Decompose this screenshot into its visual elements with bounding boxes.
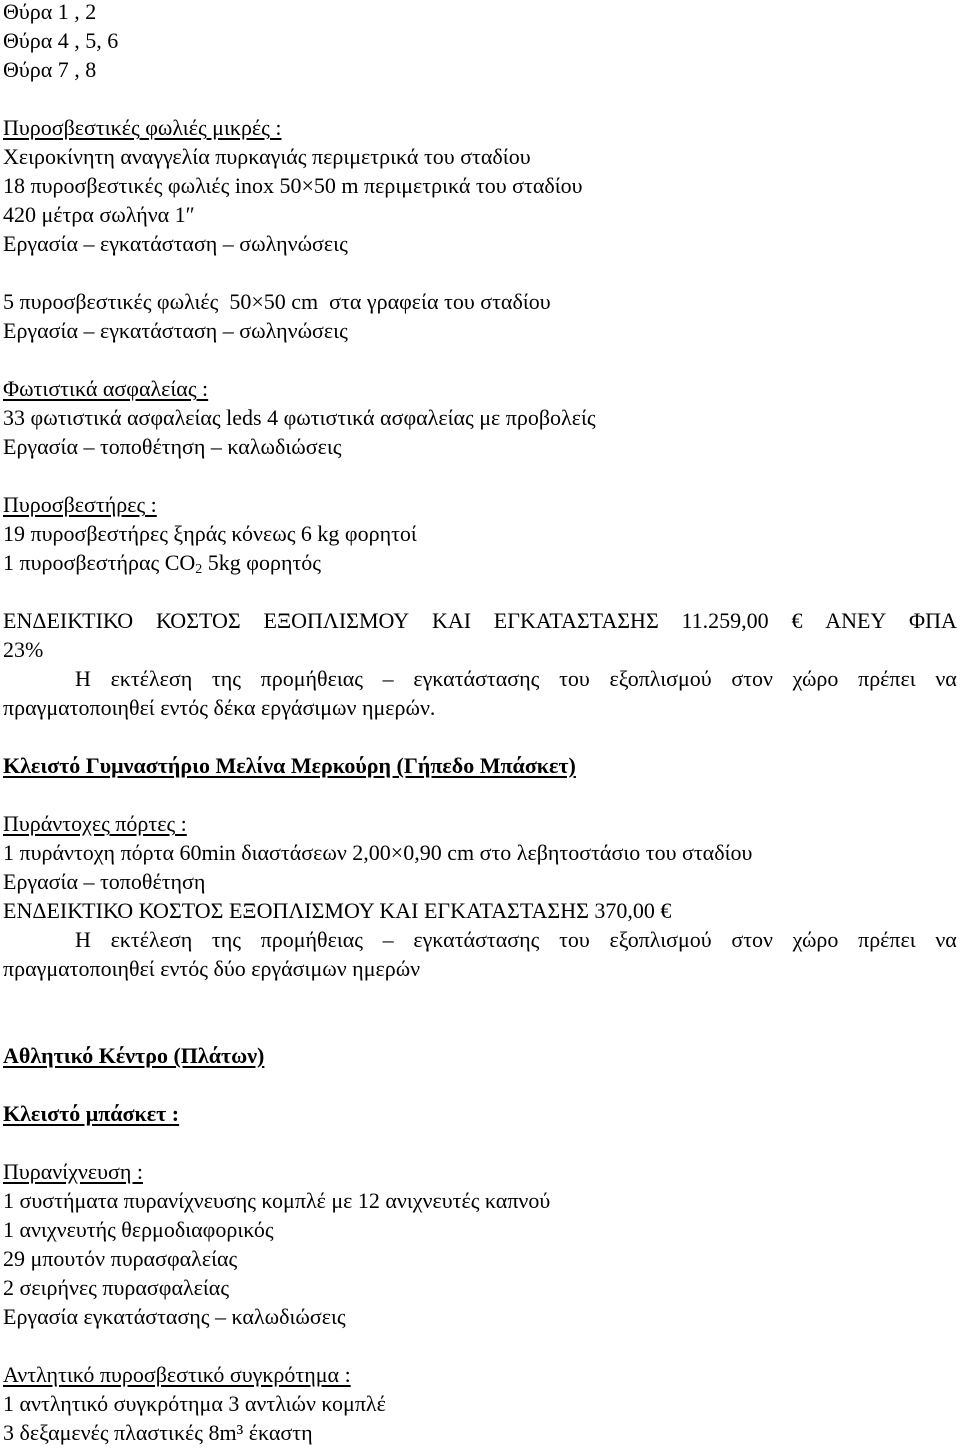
note-line: Η εκτέλεση της προμήθειας – εγκατάστασης του εξοπλισμού στον χώρο πρέπει να (75, 927, 957, 952)
text-line: Εργασία εγκατάστασης – καλωδιώσεις (3, 1304, 346, 1329)
cost-word: ΑΝΕΥ (825, 608, 887, 633)
section-heading-extinguishers: Πυροσβεστήρες : (3, 492, 157, 517)
door-line: Θύρα 1 , 2 (3, 0, 97, 24)
co2-subscript: 2 (195, 562, 203, 577)
cost-line-1 (3, 606, 957, 635)
note-line-end: πραγματοποιηθεί εντός δέκα εργάσιμων ημερών. (3, 695, 436, 720)
cost-word: ΕΝΔΕΙΚΤΙΚΟ (3, 608, 134, 633)
text-line: Χειροκίνητη αναγγελία πυρκαγιάς περιμετρικά του σταδίου (3, 144, 531, 169)
text-line: 1 συστήματα πυρανίχνευσης κομπλέ με 12 ανιχνευτές καπνού (3, 1188, 551, 1213)
text-line: 19 πυροσβεστήρες ξηράς κόνεως 6 kg φορητοί (3, 521, 417, 546)
euro-sign: € (791, 608, 803, 633)
text-line: Εργασία – εγκατάσταση – σωληνώσεις (3, 231, 348, 256)
text-line: Εργασία – τοποθέτηση – καλωδιώσεις (3, 434, 342, 459)
note-line: Η εκτέλεση της προμήθειας – εγκατάστασης του εξοπλισμού στον χώρο πρέπει να (75, 666, 957, 691)
co2-prefix: 1 πυροσβεστήρας CO (3, 550, 196, 575)
text-line: 3 δεξαμενές πλαστικές 8m³ έκαστη (3, 1420, 313, 1445)
text-line: 420 μέτρα σωλήνα 1″ (3, 202, 195, 227)
text-line: 5 πυροσβεστικές φωλιές 50×50 cm στα γραφεία του σταδίου (3, 289, 551, 314)
text-line: 1 αντλητικό συγκρότημα 3 αντλιών κομπλέ (3, 1391, 386, 1416)
co2-suffix: 5kg φορητός (202, 550, 321, 575)
cost-word: ΚΟΣΤΟΣ (155, 608, 241, 633)
text-line: 2 σειρήνες πυρασφαλείας (3, 1275, 230, 1300)
text-line-co2 (3, 548, 957, 577)
cost-amount: 11.259,00 (681, 608, 769, 633)
section-heading-fire-doors: Πυράντοχες πόρτες : (3, 811, 187, 836)
section-title-melina-gym: Κλειστό Γυμναστήριο Μελίνα Μερκούρη (Γήπεδο Μπάσκετ) (3, 753, 576, 778)
text-line: Εργασία – εγκατάσταση – σωληνώσεις (3, 318, 348, 343)
vat-line: 23% (3, 637, 44, 662)
text-line: 29 μπουτόν πυρασφαλείας (3, 1246, 238, 1271)
text-line: 1 πυράντοχη πόρτα 60min διαστάσεων 2,00×0,90 cm στο λεβητοστάσιο του σταδίου (3, 840, 753, 865)
door-line: Θύρα 7 , 8 (3, 57, 97, 82)
door-line: Θύρα 4 , 5, 6 (3, 28, 119, 53)
section-heading-fire-detection: Πυρανίχνευση : (3, 1159, 143, 1184)
cost-word: ΕΓΚΑΤΑΣΤΑΣΗΣ (493, 608, 659, 633)
document-page (3, 0, 957, 1447)
note-line-end: πραγματοποιηθεί εντός δύο εργάσιμων ημερών (3, 956, 421, 981)
section-heading-pump-unit: Αντλητικό πυροσβεστικό συγκρότημα : (3, 1362, 351, 1387)
text-line: 1 ανιχνευτής θερμοδιαφορικός (3, 1217, 274, 1242)
cost-word: ΦΠΑ (909, 608, 957, 633)
cost-word: ΕΞΟΠΛΙΣΜΟΥ (263, 608, 410, 633)
section-heading-small-hose-reels: Πυροσβεστικές φωλιές μικρές : (3, 115, 282, 140)
cost-word: ΚΑΙ (431, 608, 472, 633)
section-subtitle-closed-basketball: Κλειστό μπάσκετ : (3, 1101, 180, 1126)
section-heading-safety-lights: Φωτιστικά ασφαλείας : (3, 376, 209, 401)
text-line: Εργασία – τοποθέτηση (3, 869, 206, 894)
text-line: 33 φωτιστικά ασφαλείας leds 4 φωτιστικά ασφαλείας με προβολείς (3, 405, 596, 430)
section-title-plato-center: Αθλητικό Κέντρο (Πλάτων) (3, 1043, 265, 1068)
cost-line-2: ΕΝΔΕΙΚΤΙΚΟ ΚΟΣΤΟΣ ΕΞΟΠΛΙΣΜΟΥ ΚΑΙ ΕΓΚΑΤΑΣΤΑΣΗΣ 370,00 € (3, 898, 672, 923)
text-line: 18 πυροσβεστικές φωλιές inox 50×50 m περιμετρικά του σταδίου (3, 173, 583, 198)
